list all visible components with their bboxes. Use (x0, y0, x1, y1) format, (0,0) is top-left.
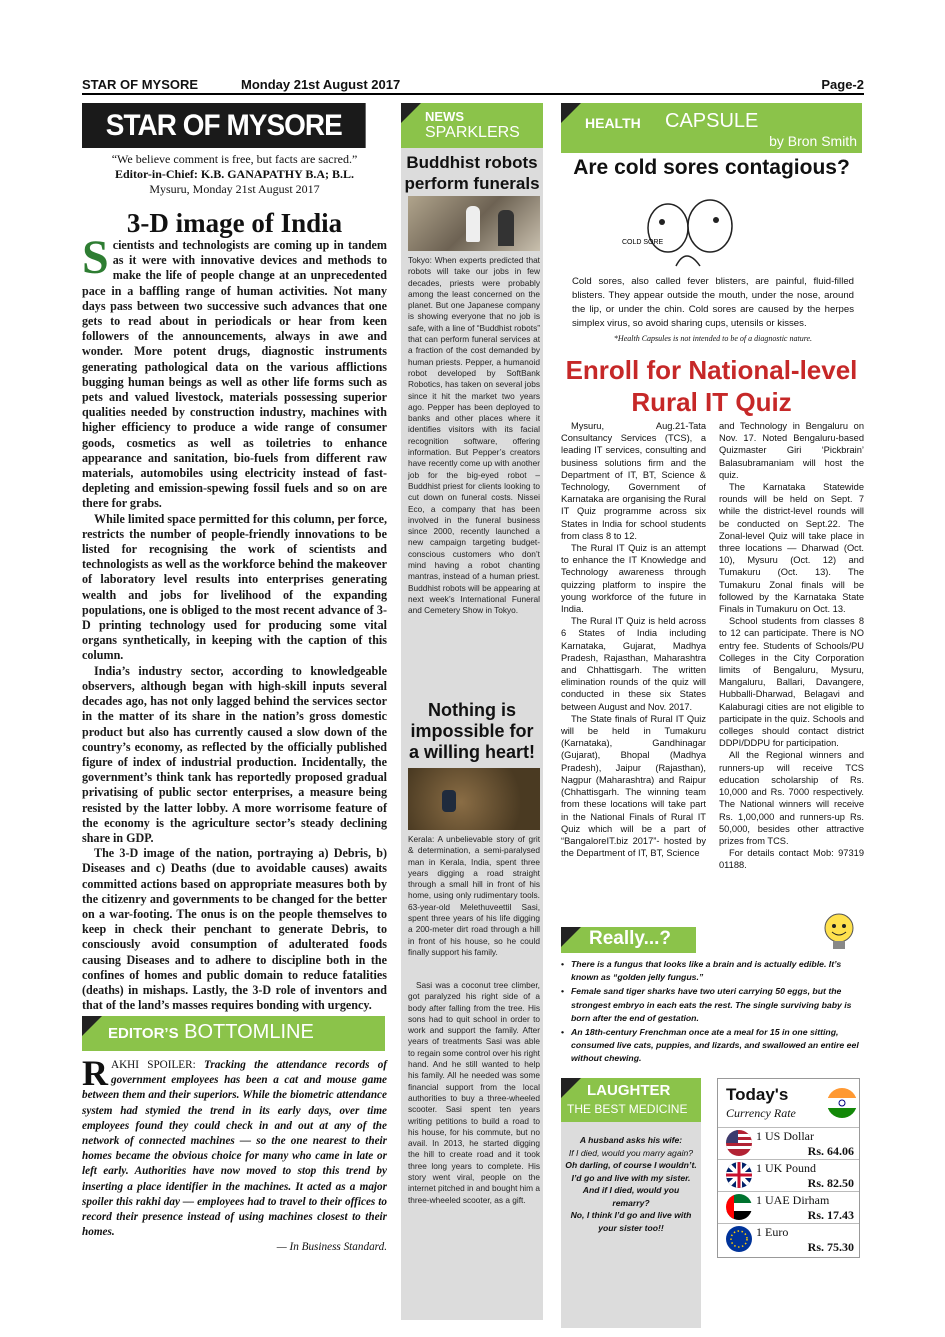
tagline: “We believe comment is free, but facts are sacred.” (111, 152, 358, 166)
really-banner: Really...? (561, 927, 696, 953)
story2-text2: Sasi was a coconut tree climber, got paralyzed his right side of a body after falling from the tree. His sons had to quit school in order to work and support the family. After years of treatments Sasi was able to regain some control over his right hand. And he still wanted to help his family. All he needed was some financial support from the local authorities to buy a three-wheeled scooter. Sasi spent ten years writing petitions to build a road to his house, for his commute, but no avail. In 2013, he started digging the hill to create road and it took three long years to complete. His story went viral, people on the internet pitched in and bought him a three-wheeled scooter, as a gift. (408, 980, 540, 1205)
issue-date: Monday 21st August 2017 (241, 77, 401, 92)
editorial-title: 3-D image of India (126, 208, 343, 238)
editorial-p2: While limited space permitted for this column, per force, restricts the number of people-friendly innovations to be listed for recognising the work of scientists and technologists as well as the workforce behind the makeover of laboratory level results into enterprises generating wealth and jobs for livelihood of the expanding populations, one is obliged to the most recent advance of 3-D printing technology used for producing some vital organs synthetically, in keeping with the caption of this column. (82, 511, 387, 663)
sparklers-banner: NEWS SPARKLERS (401, 103, 543, 148)
health-note: *Health Capsules is not intended to be of a diagnostic nature. (613, 334, 813, 343)
laughter-text: A husband asks his wife: If I died, would you marry again? Oh darling, of course I wouldn’t. I’d go and live with my sister. And if I died, would you remarry? No, I think I’d go and live with your sister too!! (565, 1135, 697, 1233)
story2-text: Kerala: A unbelievable story of grit & determination, a semi-paralysed man in Kerala, India, spent three years digging a road straight through a small hill in front of his home, using only rudimentary tools. 63-year-old Melethuveettil Sasi, spent three years of his life digging a 200-meter dirt road through a hill in front of his house, so he could finally support his family. (408, 834, 540, 957)
editorial-body (82, 231, 387, 1013)
story2-title: Nothing is impossible for a willing heart! (408, 700, 536, 762)
page-number: Page-2 (821, 77, 864, 92)
paper-name: STAR OF MYSORE (82, 77, 199, 92)
story1-title: Buddhist robots perform funerals (404, 153, 540, 193)
really-item: • There is a fungus that looks like a brain and is actually edible. It’s known as “golden jelly fungus.” (561, 958, 864, 984)
enroll-right-col: and Technology in Bengaluru on Nov. 17. Noted Bengaluru-based Quizmaster Giri ‘Pickbrain’ Balasubramaniam will host the quiz. The Karnataka Statewide rounds will be held on Sept. 7 while the district-level rounds will be conducted on Sept.22. The Zonal-level Quiz will take place in three locations — Dharwad (Oct. 10), Mysuru (Oct. 12) and Tumakuru (Oct. 13). The Tumakuru Zonal finals will be followed by the Karnataka State Finals in Tumakuru on Oct. 13. School students from classes 8 to 12 can participate. There is NO entry fee. Students of Schools/PU Colleges in the City Corporation limits of Bengaluru, Mysuru, Mangaluru, Ballari, Davangere, Hubballi-Dharwad, Belagavi and Kalaburagi cities are not eligible to participate in the quiz. Schools and colleges should contact district DDPI/DDPU for participation. All the Regional winners and runners-up will receive TCS education scholarship of Rs. 10,000 and Rs. 7000 respectively. The National winners will receive Rs. 1,00,000 and runners-up Rs. 50,000, besides other attractive prizes from TCS. For details contact Mob: 97319 01188. (719, 421, 864, 871)
bottomline-source: — In Business Standard. (276, 1241, 387, 1254)
editor-line: Editor-in-Chief: K.B. GANAPATHY B.A; B.L. (115, 167, 354, 181)
bottomline-text: Tracking the attendance records of government employees has been a cat and mouse game between them and their superiors. While the biometric attendance system had stymied the trend in its early days, over time employees found they could check in and out at any of the network of connected machines — so the one nearest to their homes became the obvious choice for many who came in late or left early. Authorities have now moved to stop this trend by inserting a place identifier in the machines. It acted as a major spoiler this rakhi day — employees had to travel to their offices to record their presence instead of using machines closest to their homes. (82, 1059, 388, 1239)
enroll-title: Enroll for National-level Rural IT Quiz (565, 355, 858, 417)
masthead: STAR OF MYSORE (82, 103, 366, 148)
masthead-info (82, 152, 387, 197)
editorial-p3: India’s industry sector, according to knowledgeable observers, although began with high-skill inputs several decades ago, has not only lagged behind the services sector in the matter of its share in the nation’s gross domestic product but also has currently caused a slow down of the country’s economy, as reflected by the officially published figure of index of industrial production. Incidentally, the government’s think tank has reportedly proposed gradual privatising of public sector enterprises, a measure being resisted by the latter lobby. A more worrisome feature of the economy is the agriculture sector’s steady declining share in GDP. (82, 663, 387, 845)
editorial-p1: cientists and technologists are coming up in tandem as it were with innovative devices and methods to make the life of people change at an unprecedented pace in a baffling range of human activities. Not many days pass between two successive such advances that one gets to read about in periodicals or hear from keen followers of the announcements, always in awe and wonder. More potent drugs, diagnostic instruments generating pathological data on the various afflictions bugging human beings as well as other life forms such as pets and valued livestock, materials possessing superior qualities needed by construction industry, machines with higher efficiency to produce a wide range of consumer goods, cosmetics as well as toiletries to enhance appearance and sanitation, bio-fuels from different raw materials, automobiles using electricity instead of fast-depleting and emission-spewing fossil fuels and so on are there for grabs. (82, 238, 387, 511)
currency-row: 1 Euro Rs. 75.30 (718, 1223, 859, 1257)
enroll-left-col: Mysuru, Aug.21-Tata Consultancy Services (TCS), a leading IT services, consulting and business solutions firm and the Department of IT, BT, Science & Technology, Government of Karnataka are organising the Rural IT Quiz programme across six States in India for school students from class 8 to 12. The Rural IT Quiz is an attempt to enhance the IT Knowledge and Technology awareness through quizzing platform to inspire the young workforce of the future in India. The Rural IT Quiz is held across 6 States of India including Karnataka, Gujarat, Madhya Pradesh, Rajasthan, Maharashtra and Chhattisgarh. The written elimination rounds of the quiz will conducted in these six States between August and Nov. 2017. The State finals of Rural IT Quiz will be held in Tumakuru (Karnataka), Gandhinagar (Gujarat), Bhopal (Madhya Pradesh), Jaipur (Rajasthan), Nagpur (Maharashtra) and Raipur (Chhattisgarh. The winning team from these locations will take part in the National Finals of Rural IT Quiz which will be a part of “BangaloreIT.biz 2017”- hosted by the Department of IT, BT, Science (561, 421, 706, 859)
bottomline-dropcap: R (82, 1053, 108, 1093)
really-list (561, 958, 864, 1067)
robot-photo (408, 196, 540, 251)
lightbulb-icon (818, 910, 860, 956)
digging-photo (408, 768, 540, 830)
bottomline-label: EDITOR’S BOTTOMLINE (108, 1021, 314, 1043)
health-body: Cold sores, also called fever blisters, are painful, fluid-filled blisters. They appear outside the mouth, under the nose, around the lip, or under the chin. Cold sores are caused by the herpes simplex virus, so avoid sharing cups, utensils or kisses. (572, 276, 854, 329)
health-title: Are cold sores contagious? (573, 156, 850, 179)
really-item: • An 18th-century Frenchman once ate a meal for 15 in one sitting, consumed live cats, puppies, and lizards, and swallowed an entire eel without chewing. (561, 1026, 864, 1066)
eu-flag-icon (726, 1226, 752, 1252)
laughter-banner: LAUGHTER THE BEST MEDICINE (561, 1078, 701, 1122)
dateline: Mysuru, Monday 21st August 2017 (149, 182, 320, 196)
editorial-title-wrap (82, 208, 387, 238)
page-header (82, 76, 864, 95)
drop-cap: S (82, 231, 109, 284)
story1-text: Tokyo: When experts predicted that robots will take our jobs in few decades, priests were probably among the least concerned on the planet. But one Japanese company is showing everyone that no job is safe, with a line of “Buddhist robots” that can perform funeral services at a fraction of the cost demanded by human priests. Pepper, a humanoid robot developed by SoftBank Robotics, has taken on several jobs since it hit the market two years ago. Pepper has been deployed to banks and other places where it identifies visitors with its facial recognition software, offering information. But Pepper’s creators have recently come up with another job for the big-eyed robot – Buddhist priest for clients looking to cut down on funeral costs. Nissei Eco, a company that has been involved in the funeral business since 2000, recently launched a new campaign targeting budget-conscious customers who don’t mind having a robot chanting mantras, instead of a human priest. Buddhist robots will be appearing at next week’s International Funeral and Cemetery Show in Tokyo. (408, 255, 540, 616)
bottomline-lead: AKHI SPOILER: (111, 1059, 196, 1071)
uk-flag-icon (726, 1162, 752, 1188)
currency-row: 1 UK Pound Rs. 82.50 (718, 1159, 859, 1191)
editorial-p4: The 3-D image of the nation, portraying a) Debris, b) Diseases and c) Deaths (due to avoidable causes) awaits committed actions based on appropriate measures both by the citizenry and governments to be changed for the better on a war-footing. The onus is on the people themselves to keep in check their penchant to generate Debris, to consciously avoid consumption of adulterated foods causing Diseases and to adhere to discipline both in the confines of homes and public domain to reduce fatalities (deaths) in mishaps. Lastly, the 3-D role of inventors and that of the land’s masses requires bonding with urgency. (82, 846, 387, 1013)
really-item: • Female sand tiger sharks have two uteri carrying 50 eggs, but the strongest embryo in each eats the rest. The single surviving baby is born after the end of gestation. (561, 985, 864, 1025)
us-flag-icon (726, 1130, 752, 1156)
currency-row: 1 US Dollar Rs. 64.06 (718, 1127, 859, 1159)
cartoon-label: COLD SORE (622, 239, 664, 246)
uae-flag-icon (726, 1194, 752, 1220)
currency-row: 1 UAE Dirham Rs. 17.43 (718, 1191, 859, 1223)
bottomline-body (82, 1053, 388, 1256)
health-banner: HEALTH CAPSULE by Bron Smith (561, 103, 862, 153)
cold-sore-cartoon (616, 186, 756, 272)
india-flag-icon (826, 1087, 858, 1119)
currency-box: Today's Currency Rate 1 US Dollar Rs. 64.06 1 UK Pound Rs. 82.50 1 UAE Dirham Rs. 17.43 1 Euro Rs. 75.30 (717, 1078, 860, 1258)
